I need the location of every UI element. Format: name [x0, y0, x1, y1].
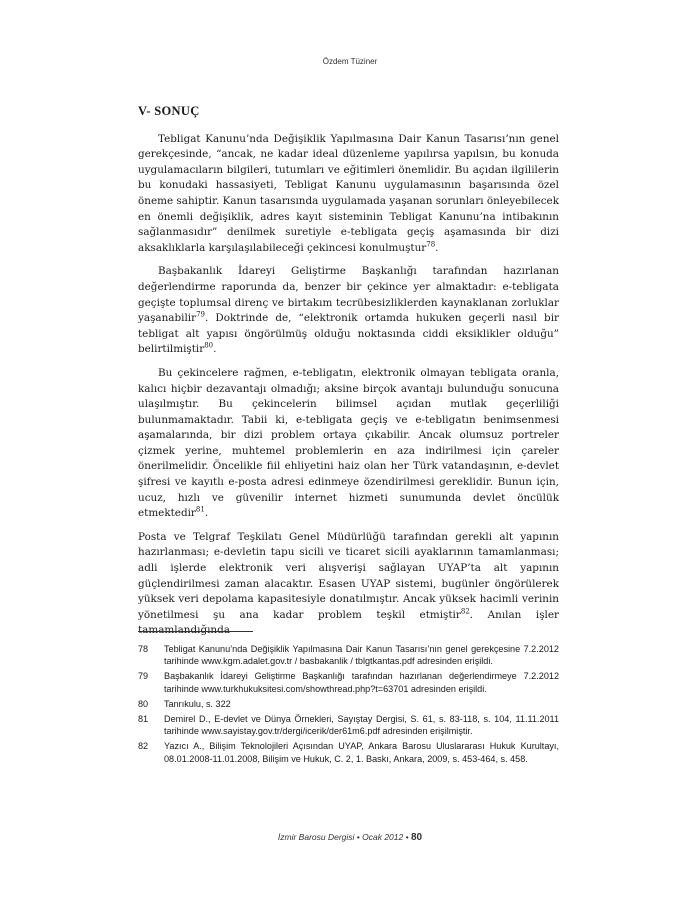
footnote-number: 80: [138, 698, 149, 709]
footnote-79: [138, 670, 559, 694]
paragraph-text: Posta ve Telgraf Teşkilatı Genel Müdürlüğü tarafından gerekli alt yapının hazırlanması; e-devletin tapu sicili ve ticaret sicili ayaklarının tamamlanması; adli işlerde elektronik veri alışverişi sağlayan UYAP’ta alt yapının güçlendirilmesi zaman alacaktır. Esasen UYAP sistemi, bugünler öngörülerek yüksek veri depolama kapasitesiyle donatılmıştır. Ancak yüksek hacimli verinin yönetilmesi şu ana kadar problem teşkil etmiştir: [138, 530, 559, 621]
footnote-number: 82: [138, 741, 149, 752]
paragraph-tail: .: [213, 343, 217, 356]
footnote-text: Tanrıkulu, s. 322: [164, 698, 231, 709]
footnote-ref-82[interactable]: 82: [460, 607, 470, 616]
paragraph-text-mid: . Doktrinde de, “elektronik ortamda hukuken geçerli nasıl bir tebligat alt yapısı öngörülmüş olduğu noktasında ciddi eksiklikler olduğu” belirtilmiştir: [138, 312, 559, 356]
footnote-text: Demirel D., E-devlet ve Dünya Örnekleri, Sayıştay Dergisi, S. 61, s. 83-118, s. 104, 11.11.2011 tarihinde www.sayistay.gov.tr/dergi/icerik/der61m6.pdf adresinden erişilmiştir.: [164, 714, 559, 737]
footnote-separator: [138, 631, 253, 632]
footnote-ref-79[interactable]: 79: [196, 310, 205, 319]
section-heading: V- SONUÇ: [138, 104, 200, 118]
footnote-81: [138, 713, 559, 737]
footnote-ref-78[interactable]: 78: [426, 240, 436, 249]
footnote-78: [138, 643, 559, 667]
footnote-text: Yazıcı A., Bilişim Teknolojileri Açısından UYAP, Ankara Barosu Uluslararası Hukuk Kurultayı, 08.01.2008-11.01.2008, Bilişim ve Hukuk, C. 2, 1. Baskı, Ankara, 2009, s. 453-464, s. 458.: [164, 741, 559, 764]
journal-name: İzmir Barosu Dergisi • Ocak 2012 •: [277, 832, 409, 842]
paragraph-text: Başbakanlık İdareyi Geliştirme Başkanlığı tarafından hazırlanan değerlendirme raporunda da, benzer bir çekince yer almaktadır: e-tebligata geçişte toplumsal direnç ve birtakım tecrübesizliklerden kaynaklanan zorluklar yaşanabilir: [138, 265, 559, 325]
page-footer: [0, 832, 700, 843]
paragraph-tail: . Anılan işler tamamlandığında: [138, 608, 559, 637]
paragraph-tail: .: [204, 507, 209, 520]
paragraph-text: Tebligat Kanunu’nda Değişiklik Yapılmasına Dair Kanun Tasarısı’nın genel gerekçesinde, “ancak, ne kadar ideal düzenleme yapılırsa yapılsın, bu konuda uygulamacıların bilgileri, tutumları ve eğitimleri önemlidir. Bu açıdan ilgililerin bu konudaki hassasiyeti, Tebligat Kanunu uygulamasının başarısında özel öneme sahiptir. Kanun tasarısında uygulamada yaşanan sorunları önleyebilecek en önemli değişiklik, adres kayıt sisteminin Tebligat Kanunu’na intibakının sağlanmasıdır” denilmek suretiyle e-tebligata geçiş aşamasında bir dizi aksaklıklarla karşılaşılabileceği çekincesi konulmuştur: [138, 132, 559, 254]
footnote-text: Tebligat Kanunu’nda Değişiklik Yapılmasına Dair Kanun Tasarısı’nın genel gerekçesine 7.2.2012 tarihinde www.kgm.adalet.gov.tr / basbakanlik / tblgtkantas.pdf adresinden erişildi.: [164, 644, 559, 667]
footnote-text: Başbakanlık İdareyi Geliştirme Başkanlığı tarafından hazırlanan değerlendirmeye 7.2.2012 tarihinde www.turkhukuksitesi.com/showthread.php?t=63701 adresinden erişildi.: [164, 671, 559, 694]
paragraph-3: [138, 366, 559, 522]
footnote-number: 78: [138, 644, 149, 654]
footnote-ref-80[interactable]: 80: [204, 341, 214, 350]
footnote-ref-81[interactable]: 81: [195, 505, 205, 514]
paragraph-4: [138, 530, 559, 639]
footnote-number: 79: [138, 671, 149, 682]
paragraph-1: [138, 132, 559, 257]
page-number: 80: [410, 832, 423, 843]
paragraph-tail: .: [435, 241, 439, 254]
paragraph-2: [138, 264, 559, 358]
footnote-82: [138, 740, 559, 764]
footnotes: [138, 643, 559, 768]
footnote-80: [138, 698, 559, 710]
main-text: [138, 104, 559, 647]
paragraph-text: Bu çekincelere rağmen, e-tebligatın, elektronik olmayan tebligata oranla, kalıcı hiçbir dezavantajı olmadığı; aksine birçok avantajı bulunduğu sonucuna ulaşılmıştır. Bu çekincelerin bilimsel açıdan mutlak geçerliliği bulunmamaktadır. Tabii ki, e-tebligata geçiş ve e-tebligatın benimsenmesi aşamalarında, bir dizi problem ortaya çıkabilir. Ancak olumsuz portreler çizmek yerine, muhtemel problemlerin en aza indirilmesi için çareler önerilmelidir. Öncelikle fiil ehliyetini haiz olan her Türk vatandaşının, e-devlet şifresi ve kayıtlı e-posta adresi edinmeye özendirilmesi gereklidir. Bunun için, ucuz, hızlı ve güvenilir internet hizmeti sunumunda devlet öncülük etmektedir: [138, 366, 559, 520]
running-header-author: Özdem Tüziner: [322, 57, 378, 66]
footnote-number: 81: [138, 714, 149, 725]
